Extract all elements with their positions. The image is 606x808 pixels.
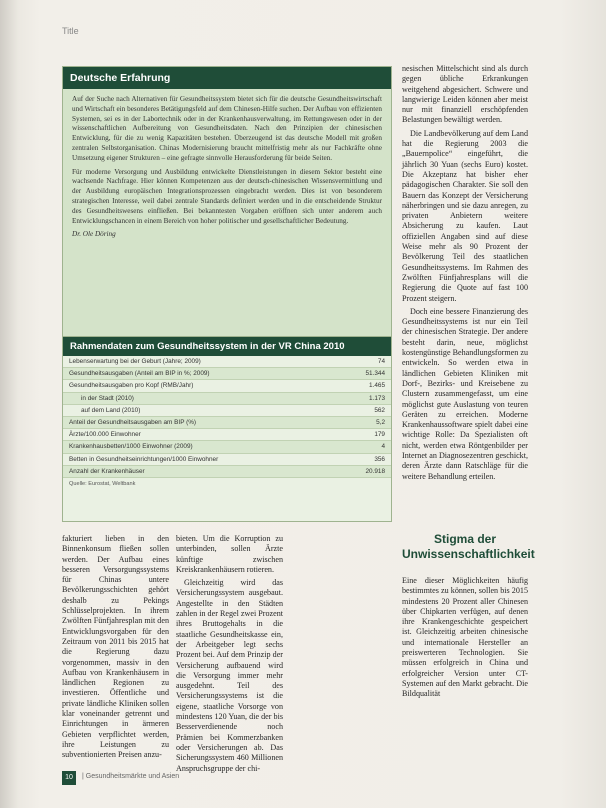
table-cell-value: 1.465 [369,382,385,390]
article-paragraph: Doch eine bessere Finanzierung des Gesundheitssystems ist nur ein Teil der chinesischen Strategie. Der andere besteht darin, neue, möglichst kostengünstige Behandlungsformen zu entwickeln. So werden etwa in ländlichen Gebieten Kliniken mit Dorf-, Bezirks- und Kreisebene zu Clustern zusammengefasst, um eine möglichst gute Auslastung von teuren Geräten zu erreichen. Moderne Krankenhaussoftware spielt dabei eine wichtige Rolle: Da Spezialisten oft nicht, werden etwa Röntgenbilder per Internet an Diagnosezentren geschickt, deren Ärzte dann Ratschläge für die weitere Behandlung erteilen. [402,306,528,481]
article-paragraph: Gleichzeitig wird das Versicherungssystem ausgebaut. Angestellte in den Städten zahlen in der Regel zwei Prozent ihres Bruttogehalts in die staatliche Gesundheitskasse ein, der Arbeitgeber legt sechs Prozent bei. Auf dem Prinzip der Versicherung aufbauend wird die Versorgung immer mehr ausgedehnt. Teil des Versicherungssystems ist die eigene, staatliche Vorsorge von mindestens 120 Yuan, die der bis Besserverdienende noch Prämien bei Kommerzbanken oder Versicherungen ab. Das Sicherungssystem 460 Millionen Anspruchsgruppe der chi- [176,578,283,773]
table-cell-label: Anzahl der Krankenhäuser [69,467,145,475]
info-box-author: Dr. Ole Döring [72,230,116,239]
article-paragraph: Die Landbevölkerung auf dem Land hat die Regierung 2003 die „Bauernpolice“ eingeführt, die jährlich 30 Yuan (sechs Euro) kostet. Die Akzeptanz hat bisher eher pädagogischen Charakter. Sie soll den Bauern das Konzept der Versicherung näherbringen und sie dazu anregen, zu privaten Anbietern weitere Absicherung zu kaufen. Laut offiziellen Angaben sind auf diese Weise mehr als 90 Prozent der Bevölkerung Teil des staatlichen Gesundheitssystems. Im Rahmen des Zwölften Fünfjahresplans will die Regierung die Quote auf fast 100 Prozent steigern. [402,128,528,303]
info-box-body [63,89,391,240]
section-heading: Stigma der Unwissenschaftlichkeit [402,532,535,561]
table-rows [63,356,391,478]
table-cell-value: 51.344 [365,370,385,378]
table-cell-label: Ärzte/100.000 Einwohner [69,431,141,439]
table-row [63,393,391,405]
info-box-paragraph: Auf der Suche nach Alternativen für Gesundheitssystem bietet sich für die deutsche Gesundheitswirtschaft und Wirtschaft ein besonderes Betätigungsfeld auf dem Chinesen-Hilfe suchen. Der Aufbau von effizienten Systemen, sei es in der Labortechnik oder in der Krankenhausverwaltung, im Rettungswesen oder in der wissenschaftlichen Aufbereitung von Gesundheitsdaten. Nach den Prinzipien der chinesischen Entwicklung, für die zu wenig Kapazitäten bestehen. Überzeugend ist das deutsche Modell mit großen zentralen Selbstorganisation. Chinas Modernisierung braucht mittelfristig mehr als nur Fachkräfte ohne Umsetzung eigener Strukturen – eine gefragte sinnvolle Herausforderung für beide Seiten. [72,95,382,162]
table-cell-value: 179 [374,431,385,439]
table-cell-label: Anteil der Gesundheitsausgaben am BIP (%) [69,418,197,426]
article-paragraph: fakturiert lieben in den Binnenkonsum fließen sollen werden. Der Aufbau eines besseren Versorgungssystems für Chinas untere Bevölkerungsschichten gehört deshalb zu Pekings Schlüsselprojekten. In ihrem Zwölften Fünfjahresplan mit den Entwicklungsvorgaben für den Zeitraum von 2011 bis 2015 hat die Regierung dazu vorgenommen, massiv in den Aufbau von Krankenhäusern in ländlichen Regionen zu investieren. Öffentliche und private ländliche Kliniken sollen klar voneinander getrennt und Einrichtungen in ärmeren Gebieten verpflichtet werden, ihre Leistungen zu subventionierten Preisen anzu- [62,534,169,760]
data-table [62,336,392,522]
table-cell-value: 4 [381,443,385,451]
article-paragraph: bieten. Um die Korruption zu unterbinden, sollen Ärzte künftige zwischen Kreiskrankenhäusern rotieren. [176,534,283,574]
table-row [63,380,391,392]
table-cell-value: 562 [374,406,385,414]
table-cell-value: 356 [374,455,385,463]
info-box-deutsche-erfahrung [62,66,392,346]
table-cell-value: 74 [377,358,385,365]
footer-text: | Gesundheitsmärkte und Asien [82,773,180,780]
table-cell-label: auf dem Land (2010) [81,406,141,414]
table-cell-label: Gesundheitsausgaben (Anteil am BIP in %; 2009) [69,370,210,378]
table-row [63,417,391,429]
article-column-right-lower [402,576,528,703]
article-column-left [62,534,169,764]
table-cell-label: in der Stadt (2010) [81,394,134,402]
article-paragraph: nesischen Mittelschicht sind als durch gegen übliche Erkrankungen weitgehend abgesichert. Schwere und langwierige Leiden können aber meist nur mit finanziell erschöpfenden Belastungen bewältigt werden. [402,64,528,125]
info-box-title: Deutsche Erfahrung [63,67,391,89]
table-cell-label: Lebenserwartung bei der Geburt (Jahre; 2009) [69,358,201,365]
table-cell-value: 20.918 [365,467,385,475]
table-cell-label: Gesundheitsausgaben pro Kopf (RMB/Jahr) [69,382,194,390]
article-column-right [402,64,528,485]
running-title: Title [62,26,79,36]
article-column-middle [176,534,283,777]
info-box-paragraph: Für moderne Versorgung und Ausbildung entwickelte Dienstleistungen in diesem Sektor besteht eine wachsende Nachfrage. Hier können Kompetenzen aus der deutsch-chinesischen Wissensvermittlung und der Ausbildung europäischen Integrationsprozessen eingebracht werden. Dies ist von besonderem strategischen Interesse, weil dabei zentrale Standards definiert werden und in die entscheidende Struktur des Gesundheitswesens einfließen. Bei bekanntesten Vorgaben eröffnen sich unter anderem auch Entwicklungschancen in einem Bereich von hoher politischer und gesellschaftlicher Bedeutung. [72,167,382,225]
table-cell-value: 5,2 [376,418,385,426]
table-row [63,454,391,466]
table-row [63,429,391,441]
page-number: 10 [62,771,76,785]
table-cell-value: 1.173 [369,394,385,402]
table-row [63,368,391,380]
table-source: Quelle: Eurostat, Weltbank [69,480,136,487]
table-row [63,466,391,478]
table-row [63,441,391,453]
table-row [63,405,391,417]
table-row [63,356,391,368]
table-cell-label: Krankenhausbetten/1000 Einwohner (2009) [69,443,193,451]
table-title: Rahmendaten zum Gesundheitssystem in der VR China 2010 [63,337,391,356]
article-paragraph: Eine dieser Möglichkeiten häufig bestimmtes zu können, sollen bis 2015 mindestens 20 Prozent aller Chinesen über Chipkarten verfügen, auf denen ihre Krankengeschichte gespeichert ist. Gleichzeitig arbeiten chinesische und internationale Hersteller an preiswerteren Technologien. Sie müssen erfolgreich in China und erfolgreicher Version unter CT-Systemen auf den Markt gebracht. Die Bildqualität [402,576,528,699]
table-cell-label: Betten in Gesundheitseinrichtungen/1000 Einwohner [69,455,219,463]
